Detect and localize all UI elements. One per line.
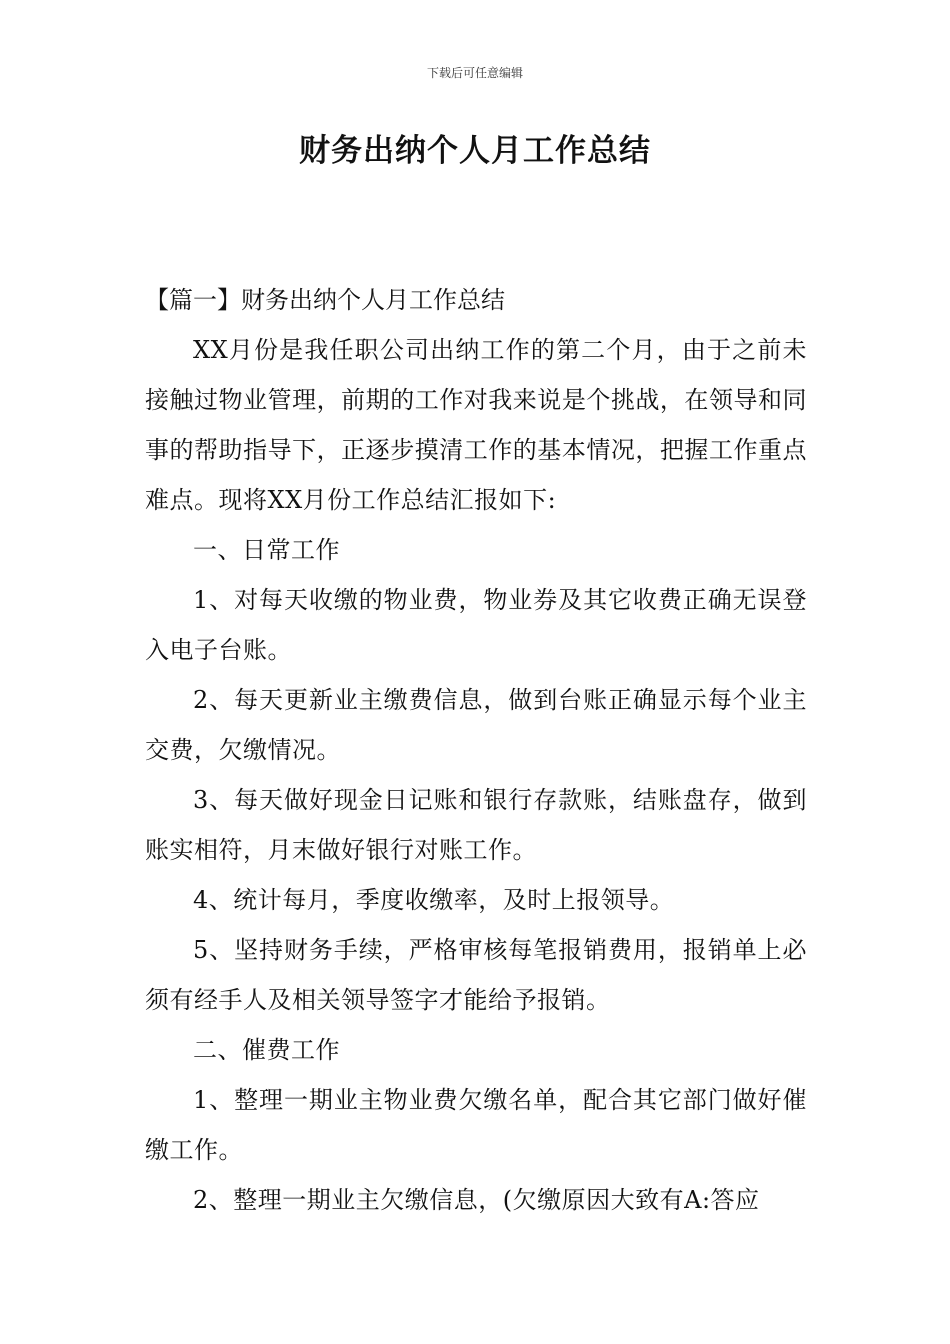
page-header-note: 下载后可任意编辑: [426, 66, 523, 80]
document-title: 财务出纳个人月工作总结: [299, 133, 651, 169]
paragraph-daily-2: 2、每天更新业主缴费信息，做到台账正确显示每个业主交费，欠缴情况。: [145, 686, 807, 764]
heading-daily-work: 一、日常工作: [193, 536, 340, 564]
paragraph-daily-5: 5、坚持财务手续，严格审核每笔报销费用，报销单上必须有经手人及相关领导签字才能给予报销。: [145, 936, 807, 1014]
document-body: [145, 275, 807, 1225]
paragraph-collection-2: 2、整理一期业主欠缴信息，(欠缴原因大致有A:答应: [193, 1186, 760, 1214]
paragraph-daily-3: 3、每天做好现金日记账和银行存款账，结账盘存，做到账实相符，月末做好银行对账工作。: [145, 786, 807, 864]
heading-collection-work: 二、催费工作: [193, 1036, 340, 1064]
paragraph-collection-1: 1、整理一期业主物业费欠缴名单，配合其它部门做好催缴工作。: [145, 1086, 807, 1164]
paragraph-daily-4: 4、统计每月，季度收缴率，及时上报领导。: [193, 886, 675, 914]
section-heading: 【篇一】财务出纳个人月工作总结: [145, 286, 505, 314]
paragraph-intro: XX月份是我任职公司出纳工作的第二个月，由于之前未接触过物业管理，前期的工作对我来说是个挑战，在领导和同事的帮助指导下，正逐步摸清工作的基本情况，把握工作重点难点。现将XX月份工作总结汇报如下:: [145, 336, 807, 514]
paragraph-daily-1: 1、对每天收缴的物业费，物业券及其它收费正确无误登入电子台账。: [145, 586, 807, 664]
